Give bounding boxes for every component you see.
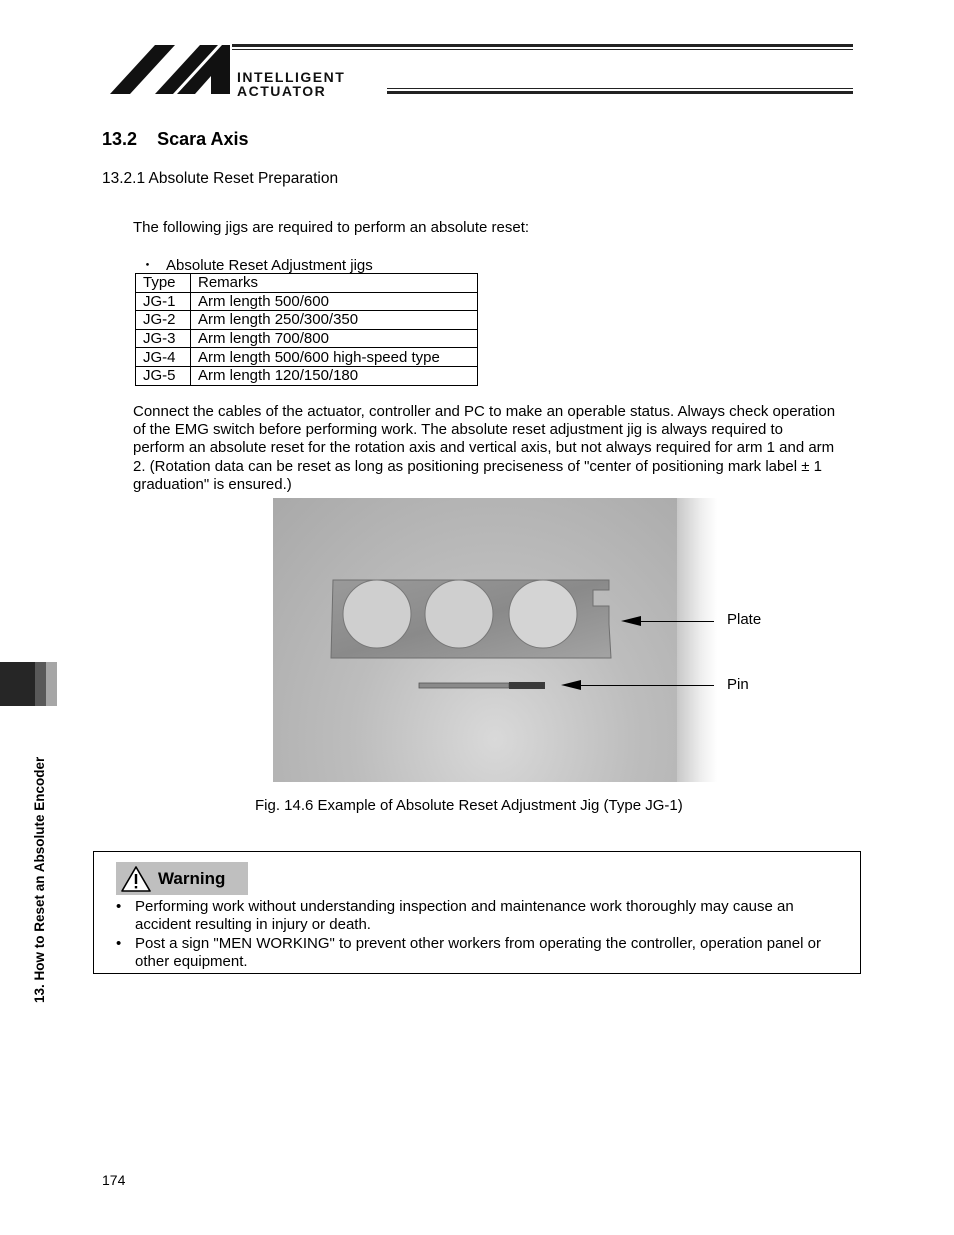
jig-list-bullet <box>140 254 373 275</box>
chapter-tab-dark <box>0 662 35 706</box>
bullet-symbol: ・ <box>140 257 156 274</box>
table-cell-remarks: Arm length 250/300/350 <box>191 311 478 330</box>
jig-illustration <box>273 498 677 782</box>
figure-caption: Fig. 14.6 Example of Absolute Reset Adjustment Jig (Type JG-1) <box>255 797 683 814</box>
table-header-remarks: Remarks <box>191 274 478 293</box>
table-cell-type: JG-4 <box>136 348 191 367</box>
list-item <box>116 898 851 934</box>
list-item <box>116 935 851 971</box>
table-row <box>136 348 478 367</box>
table-header-row <box>136 274 478 293</box>
pin-label: Pin <box>727 676 749 693</box>
bullet-label: Absolute Reset Adjustment jigs <box>166 257 373 274</box>
section-title: Scara Axis <box>157 129 249 149</box>
description-line: Connect the cables of the actuator, controller and PC to make an operable status. Always check operation <box>133 403 836 420</box>
pin-arrow-line <box>580 685 714 686</box>
chapter-tab-light <box>46 662 57 706</box>
plate-arrow-line <box>640 621 714 622</box>
table-cell-remarks: Arm length 500/600 high-speed type <box>191 348 478 367</box>
section-heading <box>102 129 248 150</box>
table-cell-type: JG-1 <box>136 292 191 311</box>
description-line: of the EMG switch before performing work. The absolute reset adjustment jig is always required to <box>133 421 784 439</box>
table-cell-remarks: Arm length 500/600 <box>191 292 478 311</box>
plate-shape <box>331 580 611 658</box>
description-line: perform an absolute reset for the rotation axis and vertical axis, but not always required for arm 1 and arm <box>133 439 835 457</box>
logo-text-actuator: ACTUATOR <box>237 83 327 99</box>
photo-edge <box>677 498 717 782</box>
header-rule-top <box>232 44 853 47</box>
bullet-icon: • <box>116 898 122 915</box>
warning-title: Warning <box>158 868 226 888</box>
section-number: 13.2 <box>102 129 138 149</box>
table-row <box>136 292 478 311</box>
table-cell-type: JG-2 <box>136 311 191 330</box>
intro-paragraph: The following jigs are required to perform an absolute reset: <box>133 219 530 236</box>
warning-item-line: Performing work without understanding inspection and maintenance work thoroughly may cause an <box>135 898 794 915</box>
warning-box <box>93 851 861 974</box>
table-cell-remarks: Arm length 700/800 <box>191 329 478 348</box>
table-row <box>136 311 478 330</box>
warning-list <box>116 898 851 972</box>
table-row <box>136 366 478 385</box>
header-rule-bottom <box>387 88 853 89</box>
description-line: 2. (Rotation data can be reset as long as positioning preciseness of "center of positioning mark label ± 1 <box>133 457 822 475</box>
table-header-type: Type <box>136 274 191 293</box>
warning-item-line: other equipment. <box>135 953 248 970</box>
plate-label: Plate <box>727 611 762 628</box>
header-rule-top-thin <box>232 49 853 50</box>
bullet-icon: • <box>116 935 122 952</box>
description-paragraph <box>133 403 863 494</box>
plate-arrow-head <box>621 616 641 626</box>
table-cell-type: JG-5 <box>136 366 191 385</box>
logo-text-intelligent: INTELLIGENT <box>237 69 346 85</box>
table-cell-remarks: Arm length 120/150/180 <box>191 366 478 385</box>
description-line: graduation" is ensured.) <box>133 475 292 493</box>
chapter-tab-mid <box>35 662 46 706</box>
table-row <box>136 329 478 348</box>
warning-triangle-icon <box>120 865 152 893</box>
pin-shape <box>419 682 545 689</box>
header-rule-bottom-thick <box>387 91 853 94</box>
table-cell-type: JG-3 <box>136 329 191 348</box>
warning-item-line: accident resulting in injury or death. <box>135 916 371 933</box>
subsection-heading: 13.2.1 Absolute Reset Preparation <box>102 170 339 187</box>
jig-table <box>135 273 478 386</box>
pin-arrow-head <box>561 680 581 690</box>
chapter-side-label: 13. How to Reset an Absolute Encoder <box>32 756 47 1003</box>
warning-item-line: Post a sign "MEN WORKING" to prevent other workers from operating the controller, operation panel or <box>135 935 821 952</box>
warning-header <box>116 862 248 895</box>
page-number: 174 <box>102 1172 126 1188</box>
